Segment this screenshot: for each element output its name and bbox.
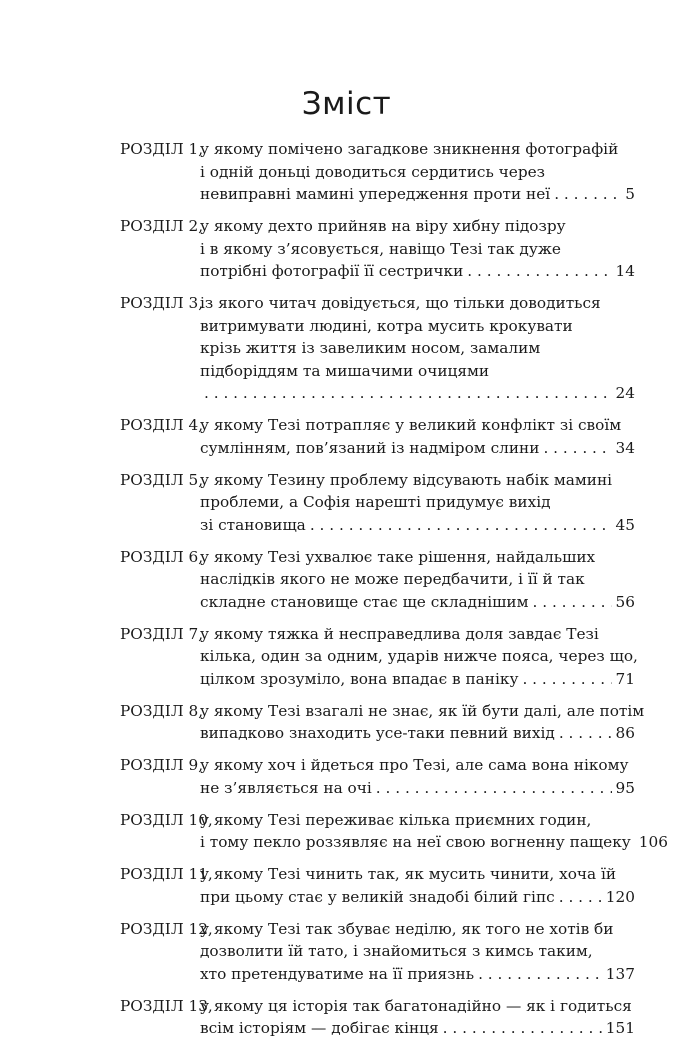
- chapter-description-line: сумлінням, пов’язаний із надміром слини: [200, 438, 540, 457]
- chapter-description-line: потрібні фотографії її сестрички: [200, 262, 464, 280]
- page-number: 14: [615, 262, 635, 280]
- page-number: 71: [615, 669, 635, 688]
- chapter-description-last-line: [200, 668, 635, 691]
- toc-entry[interactable]: [120, 700, 645, 745]
- toc-entry[interactable]: [120, 623, 638, 691]
- toc-entry[interactable]: [120, 215, 635, 283]
- chapter-description-line: кілька, один за одним, ударів нижче пояса, через що,: [200, 647, 638, 665]
- toc-entry[interactable]: [120, 809, 668, 854]
- chapter-label: РОЗДІЛ 10,: [120, 810, 213, 829]
- chapter-description-last-line: [200, 963, 635, 986]
- chapter-description-line: у якому Тезі переживає кілька приємних годин,: [200, 810, 592, 829]
- chapter-description-line: у якому Тезі чинить так, як мусить чинити, хоча їй: [200, 865, 617, 883]
- toc-entry[interactable]: [120, 754, 635, 799]
- dot-leader: [533, 591, 612, 614]
- page-number: 137: [605, 964, 635, 983]
- chapter-label: РОЗДІЛ 7,: [120, 624, 204, 643]
- chapter-label: РОЗДІЛ 9,: [120, 756, 204, 774]
- chapter-description-last-line: [200, 1017, 635, 1040]
- chapter-description-line: наслідків якого не може передбачити, і її й так: [200, 570, 585, 588]
- toc-entry[interactable]: [120, 138, 635, 206]
- chapter-description-line: цілком зрозуміло, вона впадає в паніку: [200, 669, 519, 688]
- chapter-description-last-line: [200, 831, 668, 854]
- page-number: 151: [605, 1019, 635, 1037]
- chapter-label: РОЗДІЛ 2,: [120, 217, 204, 235]
- chapter-label: РОЗДІЛ 1,: [120, 140, 204, 158]
- page-number: 24: [615, 384, 635, 402]
- page-number: 5: [625, 185, 635, 203]
- chapter-label: РОЗДІЛ 13,: [120, 996, 213, 1015]
- dot-leader: [559, 722, 612, 745]
- chapter-description-line: у якому Тезі потрапляє у великий конфлікт зі своїм: [200, 416, 622, 434]
- chapter-description-line: у якому Тезину проблему відсувають набік мамині: [200, 470, 613, 489]
- page-number: 86: [615, 724, 635, 742]
- chapter-label: РОЗДІЛ 4,: [120, 416, 204, 434]
- toc-entry[interactable]: [120, 863, 635, 908]
- dot-leader: [310, 514, 612, 537]
- chapter-description-line: у якому Тезі ухвалює таке рішення, найдальших: [200, 547, 596, 566]
- page-number: 120: [605, 887, 635, 906]
- chapter-description-line: у якому дехто прийняв на віру хибну підозру: [200, 217, 566, 235]
- dot-leader: [543, 437, 611, 460]
- chapter-description-last-line: [200, 591, 635, 614]
- chapter-description-line: проблеми, а Софія нарешті придумує вихід: [200, 493, 551, 511]
- chapter-label: РОЗДІЛ 12,: [120, 919, 213, 938]
- chapter-description-line: у якому хоч і йдеться про Тезі, але сама вона нікому: [200, 756, 629, 774]
- chapter-label: РОЗДІЛ 6,: [120, 547, 204, 566]
- toc-entry[interactable]: [120, 292, 635, 405]
- toc-entry[interactable]: [120, 918, 635, 986]
- chapter-description-last-line: [200, 777, 635, 800]
- chapter-description-line: у якому тяжка й несправедлива доля завдає Тезі: [200, 624, 599, 643]
- chapter-description-line: складне становище стає ще складнішим: [200, 592, 529, 611]
- page-number: 34: [615, 438, 635, 457]
- chapter-description-line: у якому Тезі взагалі не знає, як їй бути далі, але потім: [200, 701, 645, 720]
- chapter-description-last-line: [200, 514, 635, 537]
- chapter-description-last-line: [200, 437, 635, 460]
- chapter-description-line: невиправні мамині упередження проти неї: [200, 185, 551, 203]
- toc-entry[interactable]: [120, 469, 635, 537]
- dot-leader: [467, 260, 611, 283]
- chapter-description-line: дозволити їй тато, і знайомиться з кимсь таким,: [200, 942, 593, 960]
- chapter-description-line: із якого читач довідується, що тільки доводиться: [200, 294, 601, 312]
- page-number: 95: [615, 778, 635, 797]
- chapter-description-line: підборіддям та мишачими очицями: [200, 361, 490, 380]
- toc-entry[interactable]: [120, 414, 635, 459]
- chapter-description-line: і тому пекло роззявляє на неї свою вогненну пащеку: [200, 833, 631, 851]
- chapter-label: РОЗДІЛ 8,: [120, 701, 204, 720]
- chapter-description-line: у якому помічено загадкове зникнення фотографій: [200, 140, 619, 158]
- chapter-description-line: зі становища: [200, 515, 306, 534]
- toc-entry[interactable]: [120, 546, 635, 614]
- chapter-description-last-line: [200, 260, 635, 283]
- chapter-label: РОЗДІЛ 3,: [120, 294, 204, 312]
- chapter-description-line: хто претендуватиме на її приязнь: [200, 964, 475, 983]
- dot-leader: [376, 777, 612, 800]
- chapter-description-line: витримувати людині, котра мусить крокувати: [200, 316, 573, 335]
- dot-leader: [559, 886, 602, 909]
- chapter-description-last-line: [200, 183, 635, 206]
- chapter-description-line: випадково знаходить усе-таки певний вихід: [200, 724, 555, 742]
- page-number: 56: [615, 592, 635, 611]
- chapter-description-line: всім історіям — добігає кінця: [200, 1019, 439, 1037]
- chapter-description-last-line: [200, 886, 635, 909]
- dot-leader: [204, 382, 612, 405]
- chapter-label: РОЗДІЛ 11,: [120, 865, 213, 883]
- table-of-contents: [120, 138, 668, 1049]
- chapter-description-line: при цьому стає у великій знадобі білий гіпс: [200, 887, 555, 906]
- chapter-description-line: крізь життя із завеликим носом, замалим: [200, 339, 541, 357]
- dot-leader: [478, 963, 602, 986]
- dot-leader: [554, 183, 621, 206]
- chapter-description-last-line: [200, 382, 635, 405]
- chapter-label: РОЗДІЛ 5,: [120, 470, 204, 489]
- dot-leader: [522, 668, 611, 691]
- chapter-description-line: не з’являється на очі: [200, 778, 372, 797]
- page-number: 106: [638, 833, 668, 851]
- chapter-description-last-line: [200, 722, 635, 745]
- chapter-description-line: і в якому з’ясовується, навіщо Тезі так дуже: [200, 239, 561, 258]
- dot-leader: [443, 1017, 602, 1040]
- chapter-description-line: у якому ця історія так багатонадійно — як і годиться: [200, 996, 632, 1015]
- page-number: 45: [615, 515, 635, 534]
- chapter-description-line: і одній доньці доводиться сердитись через: [200, 162, 546, 181]
- chapter-description-line: у якому Тезі так збуває неділю, як того не хотів би: [200, 919, 614, 938]
- page-title: Зміст: [301, 86, 392, 122]
- toc-entry[interactable]: [120, 995, 635, 1040]
